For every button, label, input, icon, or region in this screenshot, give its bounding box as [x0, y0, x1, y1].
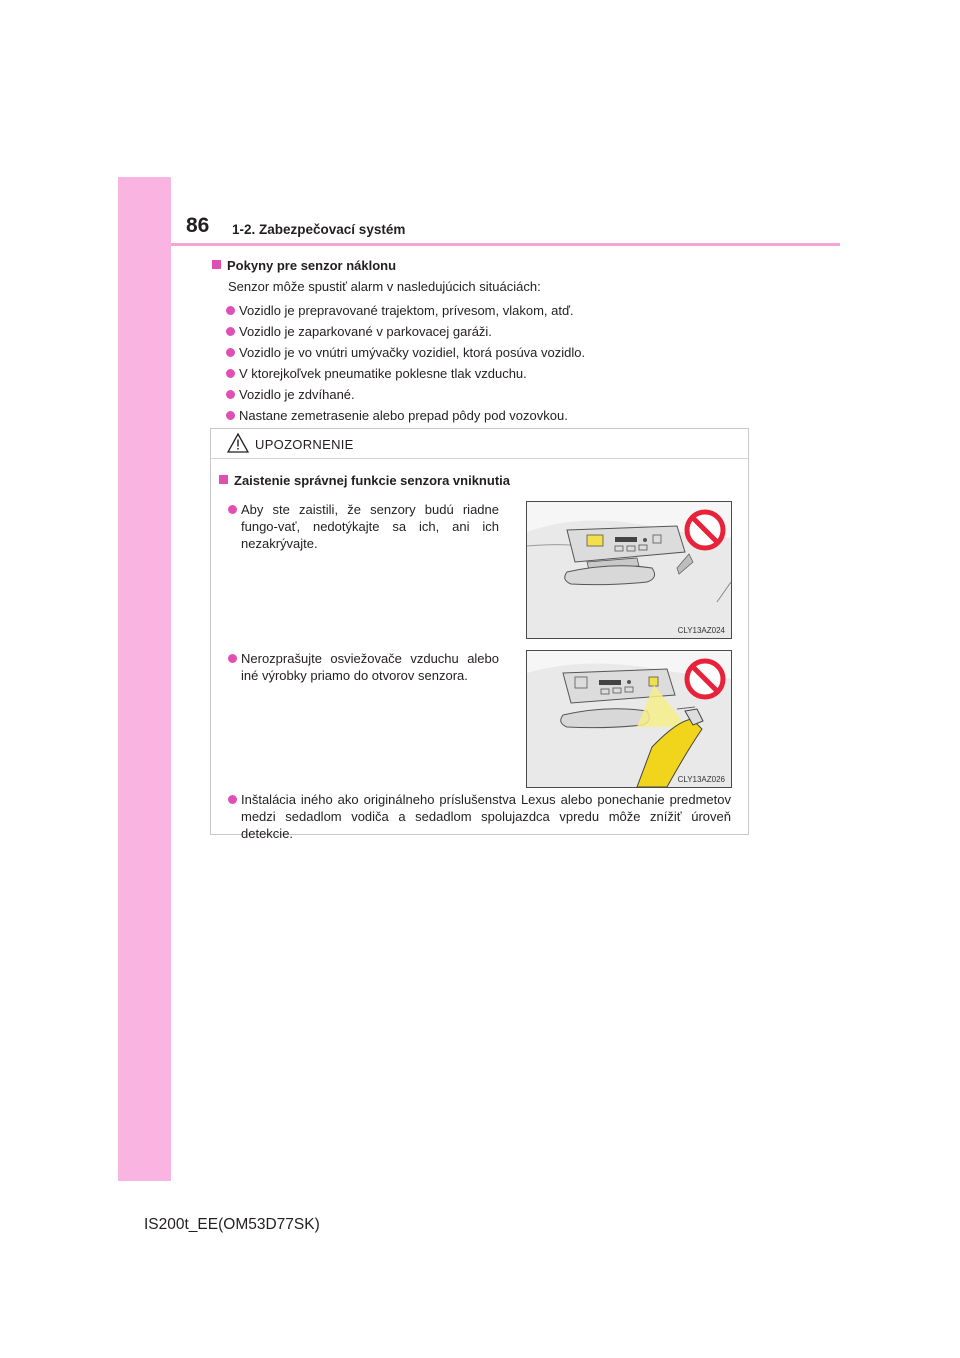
- bullet-dot-icon: [226, 327, 235, 336]
- warning-item-touch: Aby ste zaistili, že senzory budú riadne fungo-vať, nedotýkajte sa ich, ani ich nezakrývajte.: [228, 501, 499, 552]
- tilt-sensor-section: [212, 257, 812, 426]
- list-item: Vozidlo je prepravované trajektom, prívesom, vlakom, atď.: [226, 300, 812, 321]
- illustration-code: CLY13AZ026: [677, 775, 725, 784]
- header-rule: [171, 243, 840, 246]
- list-item: Vozidlo je zaparkované v parkovacej garáži.: [226, 321, 812, 342]
- square-bullet-icon: [219, 475, 228, 484]
- list-item: Nastane zemetrasenie alebo prepad pôdy pod vozovkou.: [226, 405, 812, 426]
- square-bullet-icon: [212, 260, 221, 269]
- bullet-dot-icon: [226, 411, 235, 420]
- list-item: V ktorejkoľvek pneumatike poklesne tlak vzduchu.: [226, 363, 812, 384]
- sensor-spray-illustration: [526, 650, 732, 788]
- bullet-dot-icon: [226, 369, 235, 378]
- illustration-code: CLY13AZ024: [677, 626, 725, 635]
- bullet-dot-icon: [228, 795, 237, 804]
- warning-title: UPOZORNENIE: [255, 437, 354, 452]
- warning-box: [210, 428, 749, 841]
- bullet-dot-icon: [228, 654, 237, 663]
- prohibition-icon: [683, 508, 727, 552]
- page-number: 86: [186, 214, 210, 237]
- warning-triangle-icon: [227, 433, 249, 453]
- bullet-dot-icon: [228, 505, 237, 514]
- warning-header: [211, 429, 748, 459]
- list-item: Vozidlo je zdvíhané.: [226, 384, 812, 405]
- tilt-sensor-intro: Senzor môže spustiť alarm v nasledujúcich situáciách:: [228, 279, 541, 294]
- section-title: 1-2. Zabezpečovací systém: [232, 222, 406, 237]
- bullet-dot-icon: [226, 348, 235, 357]
- sensor-touch-illustration: [526, 501, 732, 639]
- document-code: IS200t_EE(OM53D77SK): [144, 1216, 320, 1233]
- warning-item-accessories: Inštalácia iného ako originálneho príslušenstva Lexus alebo ponechanie predmetov medzi sedadlom vodiča a sedadlom spolujazdca vpredu môže znížiť úroveň detekcie.: [228, 791, 731, 842]
- chapter-side-strip: [118, 177, 171, 1181]
- list-item: Vozidlo je vo vnútri umývačky vozidiel, ktorá posúva vozidlo.: [226, 342, 812, 363]
- tilt-sensor-list: [212, 300, 812, 426]
- tilt-sensor-heading: Pokyny pre senzor náklonu: [212, 257, 812, 275]
- prohibition-icon: [683, 657, 727, 701]
- warning-subheading: Zaistenie správnej funkcie senzora vniknutia: [219, 473, 510, 488]
- bullet-dot-icon: [226, 390, 235, 399]
- bullet-dot-icon: [226, 306, 235, 315]
- warning-item-spray: Nerozprašujte osviežovače vzduchu alebo iné výrobky priamo do otvorov senzora.: [228, 650, 499, 684]
